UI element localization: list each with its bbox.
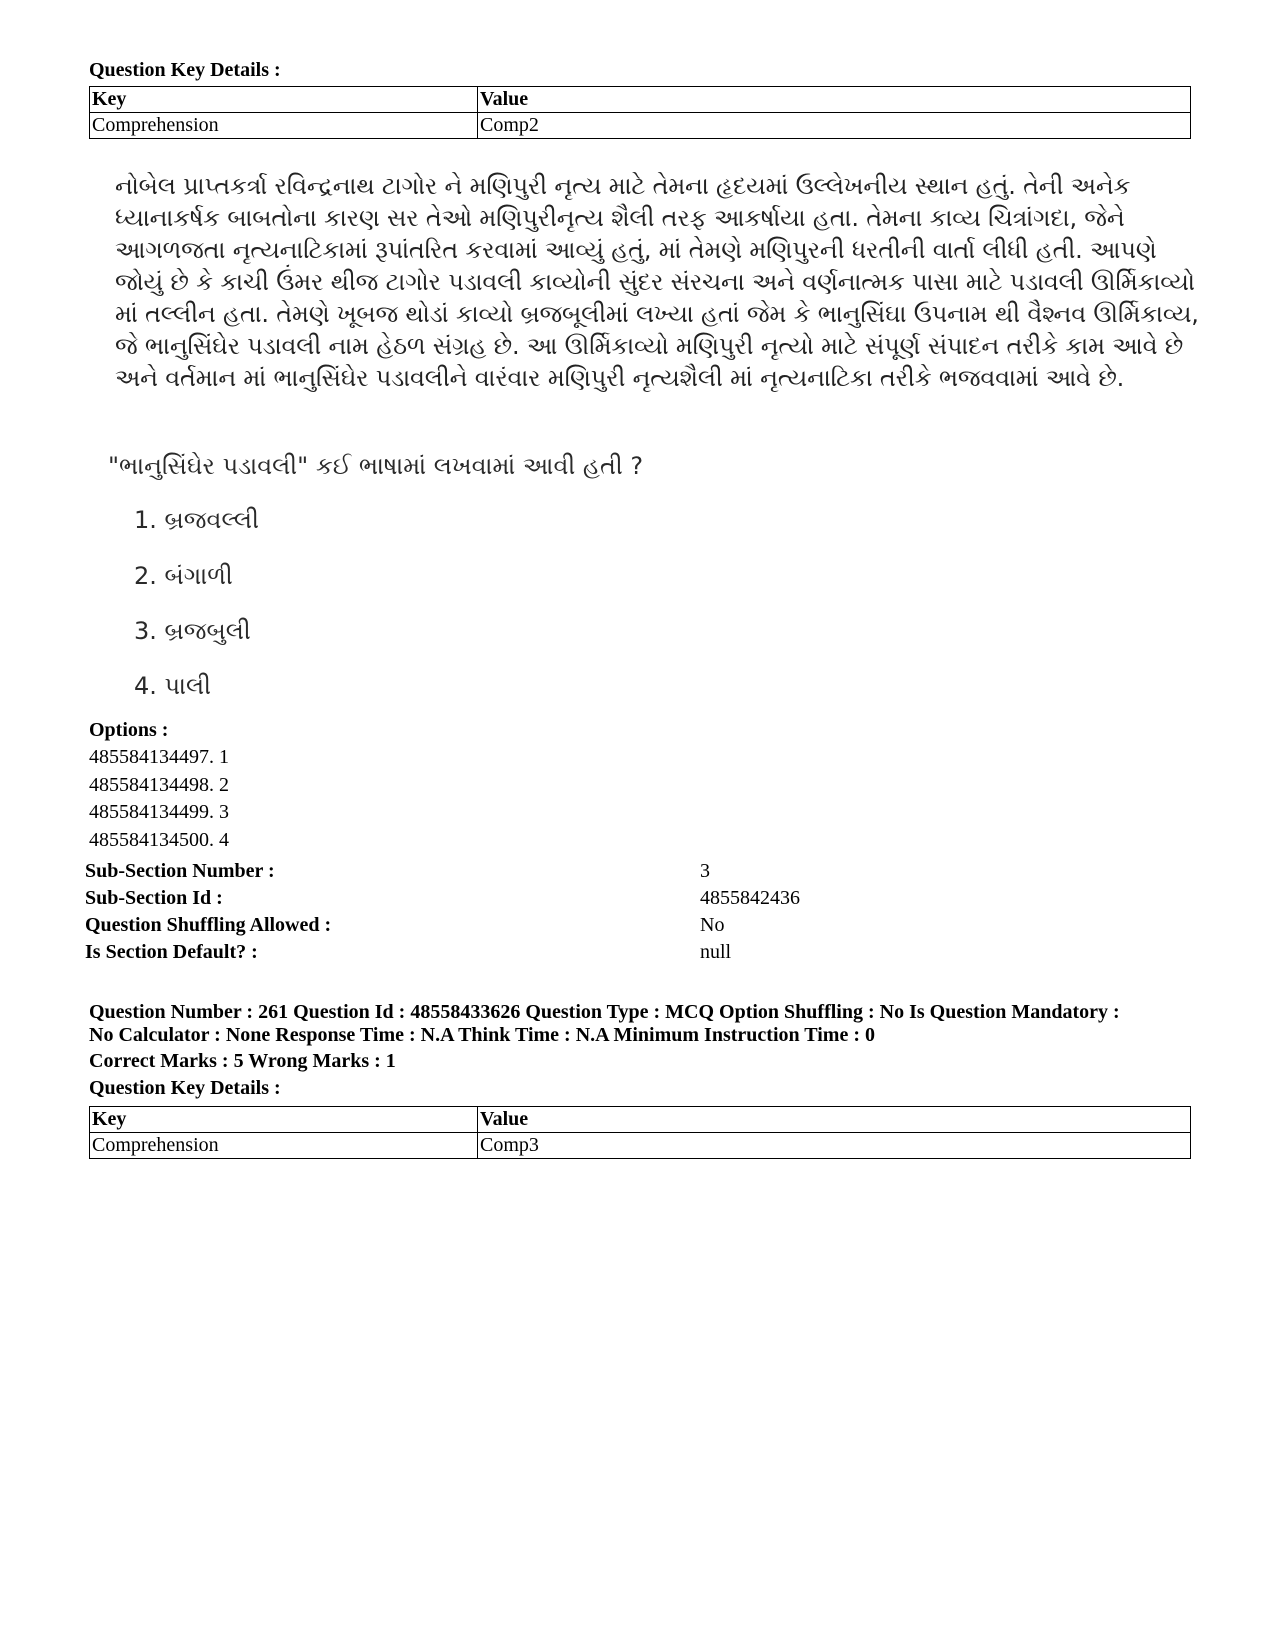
detail-row: [85, 940, 800, 967]
option-item: 485584134500. 4: [89, 828, 229, 851]
table-cell-value: Comp2: [478, 113, 1191, 139]
detail-label: Sub-Section Id :: [85, 887, 223, 909]
detail-label: Is Section Default? :: [85, 941, 258, 963]
option-item: 485584134497. 1: [89, 746, 229, 768]
table-header-value: Value: [478, 87, 1191, 113]
options-section: [89, 718, 229, 855]
table-header-key: Key: [90, 87, 478, 113]
question-choice: 2. બંગાળી: [134, 562, 233, 590]
key-details-table: [89, 1106, 1191, 1159]
table-header-row: [90, 87, 1191, 113]
key-details-table: [89, 86, 1191, 139]
question-meta-line: Question Number : 261 Question Id : 48558433626 Question Type : MCQ Option Shuffling : No Is Question Mandatory :: [89, 1001, 1120, 1023]
passage-line: જે ભાનુસિંઘેર પડાવલી નામ હેઠળ સંગ્રહ છે. આ ઊર્મિકાવ્યો મણિપુરી નૃત્યો માટે સંપૂર્ણ સંપાદન તરીકે કામ આવે છે: [115, 332, 1184, 360]
table-cell-key: Comprehension: [90, 113, 478, 139]
detail-row: [85, 859, 800, 886]
table-header-value: Value: [478, 1107, 1191, 1133]
question-marks: Correct Marks : 5 Wrong Marks : 1: [89, 1050, 396, 1072]
detail-value: null: [700, 941, 732, 963]
table-row: [90, 1133, 1191, 1159]
key-details-heading: Question Key Details :: [89, 1077, 281, 1099]
key-details-heading: Question Key Details :: [89, 59, 281, 81]
passage-line: આગળજતા નૃત્યનાટિકામાં રૂપાંતરિત કરવામાં આવ્યું હતું, માં તેમણે મણિપુરની ધરતીની વાર્તા લીધી હતી. આપણે: [115, 236, 1157, 264]
detail-label: Question Shuffling Allowed :: [85, 914, 332, 936]
passage-line: જોયું છે કે કાચી ઉંમર થીજ ટાગોર પડાવલી કાવ્યોની સુંદર સંરચના અને વર્ણનાત્મક પાસા માટે પડાવલી ઊર્મિકાવ્યો: [115, 268, 1195, 296]
question-choice: 1. બ્રજવલ્લી: [134, 506, 259, 534]
passage-line: નોબેલ પ્રાપ્તકર્ત્રા રવિન્દ્રનાથ ટાગોર ને મણિપુરી નૃત્ય માટે તેમના હૃદયમાં ઉલ્લેખનીય સ્થાન હતું. તેની અનેક: [115, 172, 1131, 200]
detail-row: [85, 913, 800, 940]
question-meta-line: No Calculator : None Response Time : N.A Think Time : N.A Minimum Instruction Time : 0: [89, 1024, 875, 1046]
table-row: [90, 113, 1191, 139]
option-item: 485584134498. 2: [89, 773, 229, 796]
question-choice: 3. બ્રજબુલી: [134, 617, 251, 645]
options-heading: Options :: [89, 719, 169, 741]
table-cell-key: Comprehension: [90, 1133, 478, 1159]
detail-value: 3: [700, 860, 710, 882]
passage-line: માં તલ્લીન હતા. તેમણે ખૂબજ થોડાં કાવ્યો બ્રજબૂલીમાં લખ્યા હતાં જેમ કે ભાનુસિંઘા ઉપનામ થી વૈશ્નવ ઊર્મિકાવ્ય,: [115, 300, 1199, 328]
subsection-details: [85, 859, 800, 967]
table-header-key: Key: [90, 1107, 478, 1133]
passage-line: ધ્યાનાકર્ષક બાબતોના કારણ સર તેઓ મણિપુરીનૃત્ય શૈલી તરફ આકર્ષાયા હતા. તેમના કાવ્ય ચિત્રાંગદા, જેને: [115, 204, 1125, 232]
question-header: [89, 1000, 1209, 1100]
table-header-row: [90, 1107, 1191, 1133]
passage-line: અને વર્તમાન માં ભાનુસિંઘેર પડાવલીને વારંવાર મણિપુરી નૃત્યશૈલી માં નૃત્યનાટિકા તરીકે ભજવવામાં આવે છે.: [115, 364, 1125, 392]
comprehension-passage: [115, 170, 1199, 394]
detail-row: [85, 886, 800, 913]
detail-value: 4855842436: [700, 887, 800, 909]
question-text: "ભાનુસિંઘેર પડાવલી" કઈ ભાષામાં લખવામાં આવી હતી ?: [108, 452, 644, 480]
option-item: 485584134499. 3: [89, 801, 229, 823]
table-cell-value: Comp3: [478, 1133, 1191, 1159]
detail-value: No: [700, 914, 725, 936]
question-choice: 4. પાલી: [134, 672, 211, 700]
detail-label: Sub-Section Number :: [85, 860, 275, 882]
